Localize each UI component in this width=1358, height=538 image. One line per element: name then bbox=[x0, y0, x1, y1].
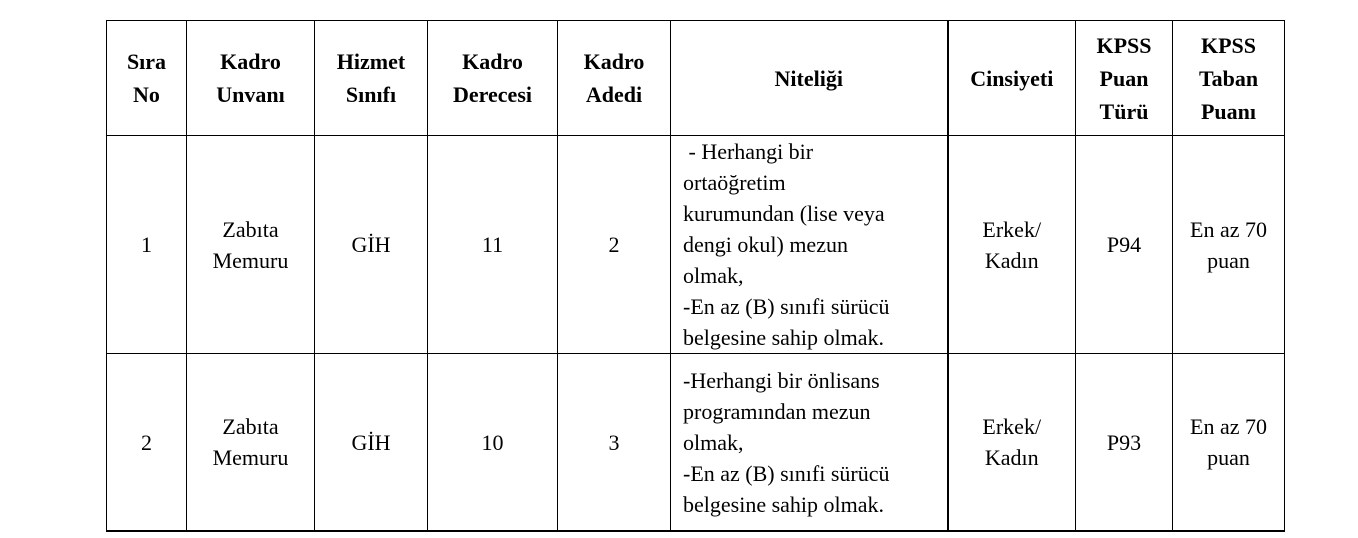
header-sira-no: Sıra No bbox=[107, 21, 187, 136]
cell-kadro-adedi: 3 bbox=[558, 354, 671, 532]
cell-niteligi: - Herhangi bir ortaöğretim kurumundan (lise veya dengi okul) mezun olmak, -En az (B) sınıfi sürücü belgesine sahip olmak. bbox=[671, 136, 948, 354]
cell-sira-no: 1 bbox=[107, 136, 187, 354]
table-row bbox=[107, 136, 1285, 354]
kadro-table bbox=[106, 20, 1285, 532]
cell-sira-no: 2 bbox=[107, 354, 187, 532]
header-kpss-puan-turu: KPSS Puan Türü bbox=[1076, 21, 1173, 136]
cell-kadro-derecesi: 10 bbox=[428, 354, 558, 532]
header-kadro-derecesi: Kadro Derecesi bbox=[428, 21, 558, 136]
cell-hizmet-sinifi: GİH bbox=[315, 354, 428, 532]
cell-hizmet-sinifi: GİH bbox=[315, 136, 428, 354]
cell-kpss-puan-turu: P93 bbox=[1076, 354, 1173, 532]
header-kpss-taban-puani: KPSS Taban Puanı bbox=[1173, 21, 1285, 136]
cell-kadro-adedi: 2 bbox=[558, 136, 671, 354]
cell-kpss-taban-puani: En az 70 puan bbox=[1173, 136, 1285, 354]
header-niteligi: Niteliği bbox=[671, 21, 948, 136]
header-row bbox=[107, 21, 1285, 136]
table-container bbox=[106, 20, 1285, 532]
cell-kadro-unvani: Zabıta Memuru bbox=[187, 354, 315, 532]
header-kadro-adedi: Kadro Adedi bbox=[558, 21, 671, 136]
header-cinsiyeti: Cinsiyeti bbox=[948, 21, 1076, 136]
cell-kpss-puan-turu: P94 bbox=[1076, 136, 1173, 354]
cell-kadro-derecesi: 11 bbox=[428, 136, 558, 354]
table-row bbox=[107, 354, 1285, 532]
cell-cinsiyeti: Erkek/ Kadın bbox=[948, 354, 1076, 532]
cell-kadro-unvani: Zabıta Memuru bbox=[187, 136, 315, 354]
header-kadro-unvani: Kadro Unvanı bbox=[187, 21, 315, 136]
header-hizmet-sinifi: Hizmet Sınıfı bbox=[315, 21, 428, 136]
cell-kpss-taban-puani: En az 70 puan bbox=[1173, 354, 1285, 532]
cell-cinsiyeti: Erkek/ Kadın bbox=[948, 136, 1076, 354]
cell-niteligi: -Herhangi bir önlisans programından mezun olmak, -En az (B) sınıfi sürücü belgesine sahip olmak. bbox=[671, 354, 948, 532]
